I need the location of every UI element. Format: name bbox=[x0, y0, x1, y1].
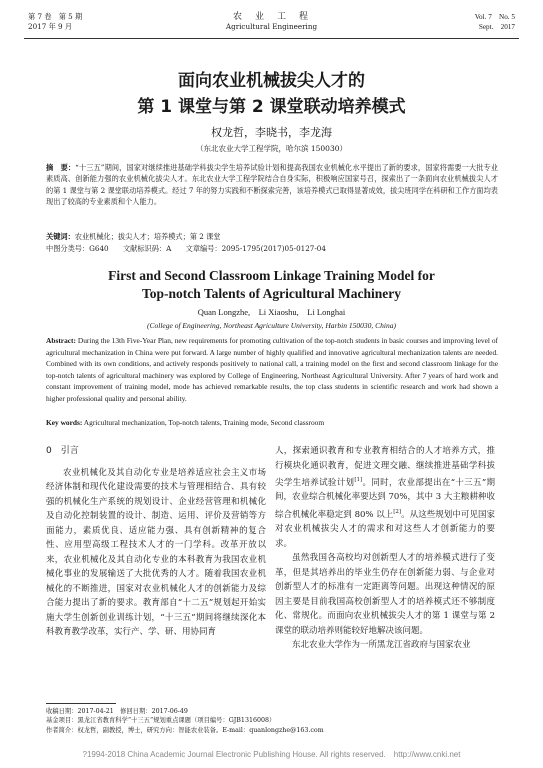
citation-ref: [2] bbox=[393, 508, 402, 515]
body-text: 人，探索通识教育和专业教育相结合的人才培养方式，推行模块化通识教育，促进文理交融、继续推进基础学科拔尖学生培养试验计划 bbox=[275, 446, 495, 488]
journal-name-en: Agricultural Engineering bbox=[225, 22, 318, 31]
footnote-author: 作者简介：权龙哲，副教授，博士，研究方向：智能农业装备。E-mail：quanlongzhe@163.com bbox=[46, 726, 324, 734]
header-volume-issue: 第 7 卷 第 5 期 bbox=[28, 12, 83, 21]
header-volume-en bbox=[475, 12, 515, 32]
zh-title-line2: 第 1 课堂与第 2 课堂联动培养模式 bbox=[137, 97, 406, 117]
header-date-en: Sept. 2017 bbox=[478, 23, 515, 31]
header-vol-no: Vol. 7 No. 5 bbox=[474, 13, 515, 21]
section-title-intro: 0 引言 bbox=[46, 446, 79, 456]
en-title-line2: Top-notch Talents of Agricultural Machinery bbox=[141, 286, 402, 301]
copyright-footer: ?1994-2018 China Academic Journal Electronic Publishing House. All rights reserved. http://www.cnki.net bbox=[82, 750, 461, 759]
en-abstract-label: Abstract: bbox=[46, 336, 76, 345]
zh-title-line1: 面向农业机械拔尖人才的 bbox=[178, 71, 365, 91]
citation-ref: [1] bbox=[354, 477, 363, 483]
en-abstract-text: During the 13th Five-Year Plan, new requirements for promoting cultivation of the top-notch students in basic courses and improving level of agricultural mechanization in China were put forward. A large number of highly qualified and innovative agricultural mechanization talents are needed. Combined with its own conditions, and actively responds positively to national call, a training model on the first and second classroom linkage for the top-notch talents of agricultural machinery was explored by College of Engineering, Northeast Agricultural University. After 7 years of hard work and constant improvement of training model, mode has achieved remarkable results, the top class students in scientific research and work had shown a higher professional quality and personal ability. bbox=[46, 336, 498, 403]
body-paragraph: 农业机械化及其自动化专业是培养适应社会主义市场经济体制和现代化建设需要的技术与管理相结合、具有较强的机械化生产系统的规划设计、企业经营管理和机械化及自动化控制装置的设计、制造、运用、评价及营销等方面能力，素质优良、适应能力强、具有创新精神的复合性、应用型高级工程技术人才的一门学科。改革开放以来，农业机械化及其自动化专业的本科教育为我国农业机械化事业的发展输送了大批优秀的人才。随着我国农业机械化的不断推进，国家对农业机械化人才的创新能力及综合能力提出了新的要求。教育部自“十二五”规划起开始实施大学生创新创业训练计划，“十三五”期间将继续深化本科教育教学改革，实行产、学、研、用协同育 bbox=[46, 467, 266, 637]
footnote-funding: 基金项目：黑龙江省教育科学“十三五”规划重点课题（项目编号：GJB1316008） bbox=[46, 717, 276, 725]
journal-name-zh: 农 业 工 程 bbox=[232, 12, 310, 22]
header-date-zh: 2017 年 9 月 bbox=[28, 22, 73, 31]
zh-keywords-label: 关键词： bbox=[46, 232, 75, 241]
en-affiliation: (College of Engineering, Northeast Agriculture University, Harbin 150030, China) bbox=[147, 321, 396, 330]
running-header bbox=[24, 12, 519, 39]
body-paragraph: 虽然我国各高校均对创新型人才的培养模式进行了变革，但是其培养出的毕业生仍存在创新能力弱、与企业对创新型人才的标准有一定距离等问题。出现这种情况的原因主要是目前我国高校创新型人才的培养模式还不够制度化、常规化。而面向农业机械拔尖人才的第 1 课堂与第 2 课堂的联动培养则能较好地解决该问题。 bbox=[275, 553, 495, 636]
zh-affiliation: （东北农业大学工程学院，哈尔滨 150030） bbox=[195, 144, 347, 153]
zh-abstract-label: 摘 要： bbox=[46, 163, 76, 172]
footnote-rule bbox=[46, 703, 116, 704]
zh-keywords bbox=[46, 231, 498, 242]
en-abstract bbox=[46, 335, 498, 405]
zh-abstract-text: “十三五”期间，国家对继续推进基础学科拔尖学生培养试验计划和提高我国农业机械化水平提出了新的要求，国家将需要一大批专业素质高、创新能力强的农业机械化拔尖人才。东北农业大学工程学院结合自身实际，积极响应国家号召，探索出了一条面向农业机械拔尖人才的第 1 课堂与第 2 课堂联动培养模式。经过 7 年的努力实践和不断探索完善，该培养模式已取得显著成效，拔尖班同学在科研和工作方面均表现出了较高的专业素质和个人能力。 bbox=[46, 163, 498, 207]
body-paragraph: 东北农业大学作为一所黑龙江省政府与国家农业 bbox=[292, 640, 471, 651]
zh-classification: 中图分类号：G640 文献标识码：A 文章编号：2095-1795(2017)05-0127-04 bbox=[46, 244, 326, 253]
body-text: 。同时，农业部提出在“十三五”期间，农业综合机械化率要达到 70%，其中 3 大主粮耕种收综合机械化率稳定到 80% 以上 bbox=[275, 477, 495, 520]
body-text: 。从这些规划中可见国家对农业机械拔尖人才的需求和对这些人才创新能力的要求。 bbox=[275, 509, 495, 549]
footnote-received: 收稿日期：2017-04-21 修回日期：2017-06-49 bbox=[46, 708, 188, 715]
en-title-line1: First and Second Classroom Linkage Training Model for bbox=[108, 268, 435, 283]
body-column-left bbox=[46, 444, 266, 640]
zh-abstract bbox=[46, 162, 498, 208]
zh-keywords-text: 农业机械化；拔尖人才；培养模式；第 2 课堂 bbox=[74, 232, 221, 241]
en-keywords-text: Agricultural mechanization, Top-notch talents, Training mode, Second classroom bbox=[82, 418, 325, 427]
zh-authors: 权龙哲，李晓书，李龙海 bbox=[211, 126, 332, 139]
en-keywords bbox=[46, 418, 498, 427]
body-paragraph-continued bbox=[275, 444, 495, 551]
footnote bbox=[46, 707, 498, 735]
header-journal bbox=[24, 12, 519, 32]
en-keywords-label: Key words: bbox=[46, 418, 83, 427]
en-authors: Quan Longzhe, Li Xiaoshu, Li Longhai bbox=[197, 307, 346, 317]
body-column-right bbox=[275, 444, 495, 653]
